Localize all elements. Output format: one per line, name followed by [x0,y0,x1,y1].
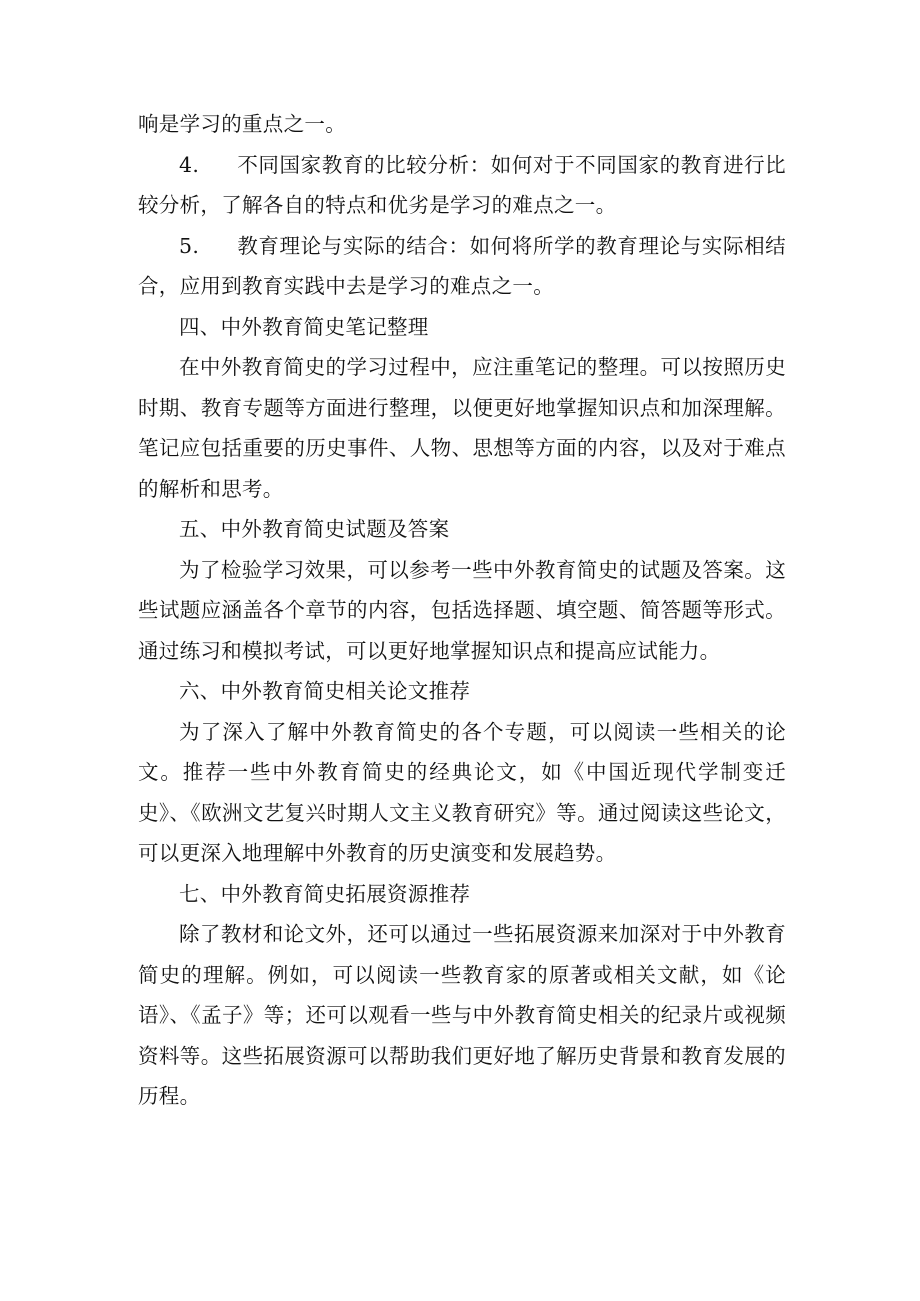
list-item-text: 教育理论与实际的结合：如何将所学的教育理论与实际相结合，应用到教育实践中去是学习的难点之一。 [138,233,786,298]
section-heading-notes: 四、中外教育简史笔记整理 [179,314,429,339]
section-heading-exams: 五、中外教育简史试题及答案 [179,517,450,541]
list-item-5 [138,226,786,307]
paragraph-exams: 为了检验学习效果，可以参考一些中外教育简史的试题及答案。这些试题应涵盖各个章节的内容，包括选择题、填空题、简答题等形式。通过练习和模拟考试，可以更好地掌握知识点和提高应试能力。 [138,557,786,663]
list-item-4 [138,145,786,226]
paragraph-papers: 为了深入了解中外教育简史的各个专题，可以阅读一些相关的论文。推荐一些中外教育简史的经典论文，如《中国近现代学制变迁史》、《欧洲文艺复兴时期人文主义教育研究》等。通过阅读这些论文，可以更深入地理解中外教育的历史演变和发展趋势。 [138,719,786,865]
paragraph-continuation: 响是学习的重点之一。 [138,112,346,136]
section-heading-resources: 七、中外教育简史拓展资源推荐 [179,881,471,906]
paragraph-notes: 在中外教育简史的学习过程中，应注重笔记的整理。可以按照历史时期、教育专题等方面进行整理，以便更好地掌握知识点和加深理解。笔记应包括重要的历史事件、人物、思想等方面的内容，以及对于难点的解析和思考。 [138,355,786,501]
list-item-text: 不同国家教育的比较分析：如何对于不同国家的教育进行比较分析，了解各自的特点和优劣是学习的难点之一。 [138,152,786,217]
paragraph-resources: 除了教材和论文外，还可以通过一些拓展资源来加深对于中外教育简史的理解。例如，可以阅读一些教育家的原著或相关文献，如《论语》、《孟子》等；还可以观看一些与中外教育简史相关的纪录片或视频资料等。这些拓展资源可以帮助我们更好地了解历史背景和教育发展的历程。 [138,922,786,1108]
list-number: 4. [179,152,200,177]
list-number: 5. [179,233,200,258]
document-body [138,104,786,1117]
section-heading-papers: 六、中外教育简史相关论文推荐 [179,679,471,703]
